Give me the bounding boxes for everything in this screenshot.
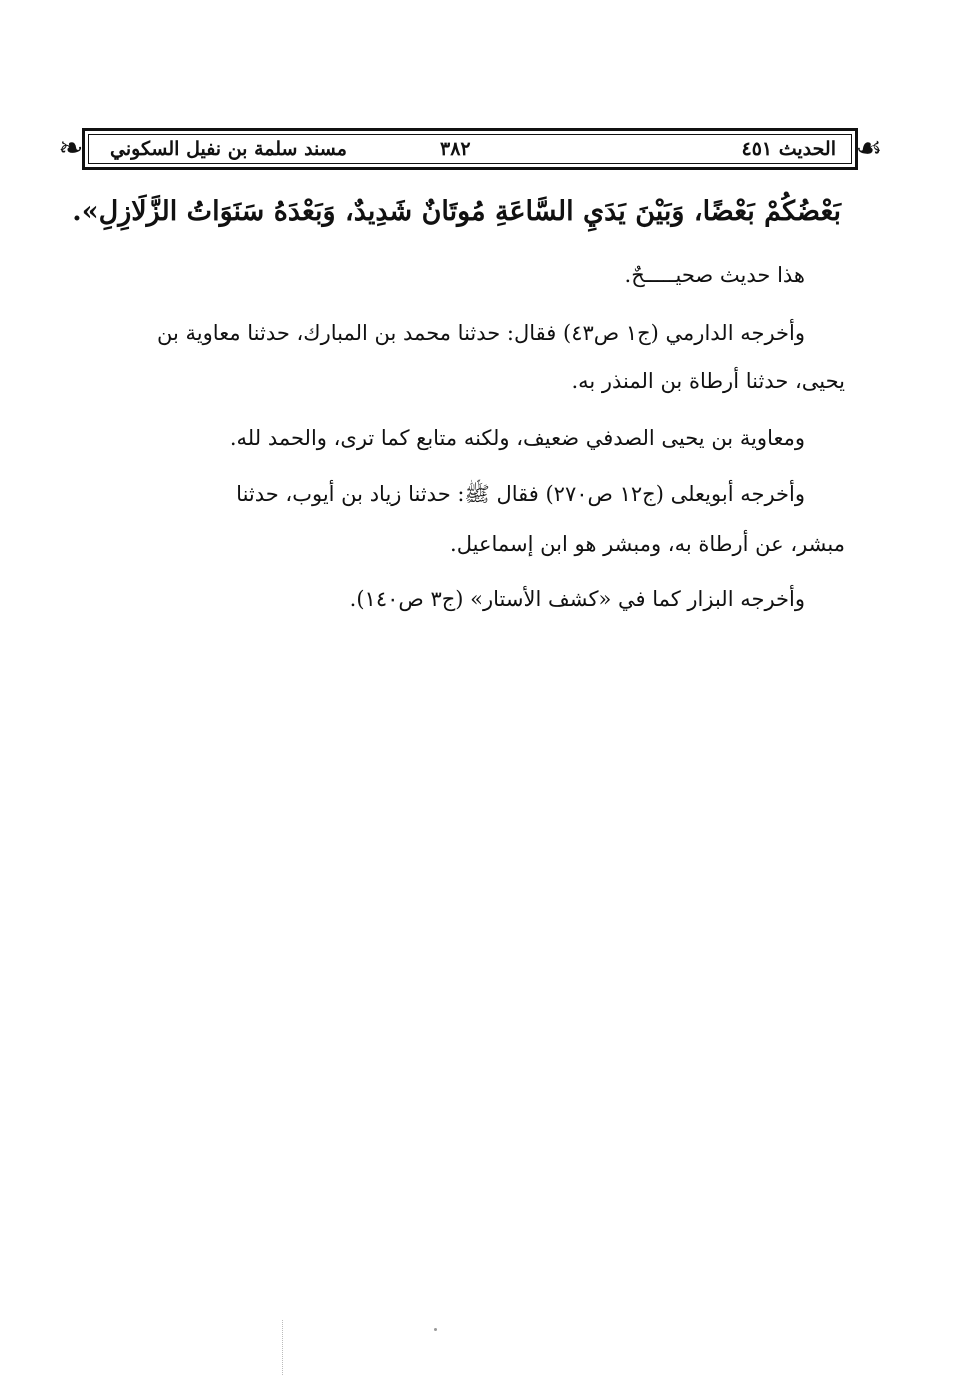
paragraph-darimi-line-1: وأخرجه الدارمي (ج١ ص٤٣) فقال: حدثنا محمد بن المبارك، حدثنا معاوية بن [157,321,805,345]
book-title: مسند سلمة بن نفيل السكوني [110,138,347,160]
grading-line: هذا حديث صحيـــــحٌ. [624,263,805,287]
hadith-text-line: بَعْضُكُمْ بَعْضًا، وَبَيْنَ يَدَيِ السَّاعَةِ مُوتَانٌ شَدِيدٌ، وَبَعْدَهُ سَنَوَاتُ الزَّلَازِلِ». [72,196,841,227]
scan-speck [434,1328,437,1331]
paragraph-muawiya-line-1: ومعاوية بن يحيى الصدفي ضعيف، ولكنه متابع كما ترى، والحمد لله. [229,426,805,450]
ornament-left-icon: ❧ [58,131,84,166]
paragraph-darimi-line-2: يحيى، حدثنا أرطاة بن المنذر به. [571,369,845,393]
running-header [56,124,884,174]
paragraph-abuyala-line-1: وأخرجه أبويعلى (ج١٢ ص٢٧٠) فقال ﷺ: حدثنا زياد بن أيوب، حدثنا [236,482,805,506]
scan-artifact-line [282,1320,284,1375]
paragraph-abuyala-line-2: مبشر، عن أرطاة به، ومبشر هو ابن إسماعيل. [450,532,845,556]
hadith-number-label: الحديث ٤٥١ [741,138,836,160]
page-number: ٣٨٢ [440,138,471,160]
ornament-right-icon: ☙ [855,131,883,166]
paragraph-bazzar-line-1: وأخرجه البزار كما في «كشف الأستار» (ج٣ ص١٤٠). [349,587,805,611]
